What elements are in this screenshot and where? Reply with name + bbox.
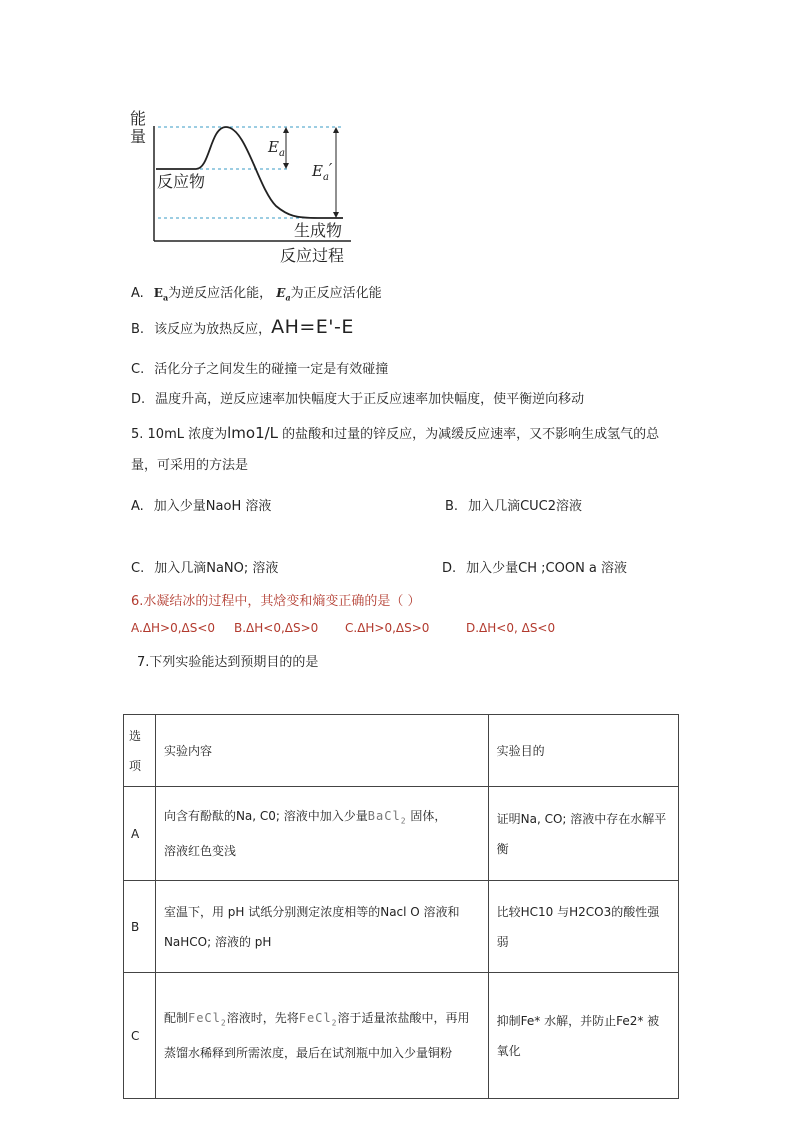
row-label-c: C [124,973,156,1099]
row-b-content: 室温下，用 pH 试纸分别测定浓度相等的Nacl O 溶液和 NaHCO; 溶液的 pH [155,881,488,973]
q5-option-b: B. 加入几滴CUC2溶液 [445,499,583,514]
ea-symbol: $E_a$ [153,286,169,303]
table-row [124,973,679,1099]
experiment-table [123,714,679,1099]
reactant-label: 反应物 [157,172,206,191]
ea-prime-symbol: $E_a$ [276,286,291,303]
q5-stem-line1: 5. 10mL 浓度为lmo1/L 的盐酸和过量的锌反应，为减缓反应速率，又不影响生成氢气的总 [131,424,660,442]
x-axis-label: 反应过程 [280,246,345,265]
row-c-content: 配制FeCl$_2$溶液时，先将FeCl$_2$溶于适量浓盐酸中，再用蒸馏水稀释到所需浓度，最后在试剂瓶中加入少量铜粉 [155,973,488,1099]
q4-option-c: C. 活化分子之间发生的碰撞一定是有效碰撞 [131,362,389,377]
q5-option-c: C. 加入几滴NaNO; 溶液 [131,561,279,576]
q6-option-c: C.ΔH>0,ΔS>0 [345,621,430,635]
bacl2-formula: BaCl$_2$ [367,808,407,826]
energy-profile-diagram [128,108,358,268]
fecl2-formula: FeCl$_2$ [187,1010,227,1028]
ea-label: $E_a$ [268,138,285,159]
header-content-cell: 实验内容 [155,715,488,787]
product-label: 生成物 [294,221,343,240]
fecl2-formula: FeCl$_2$ [298,1010,338,1028]
q7-stem: 7.下列实验能达到预期目的的是 [137,655,319,670]
q6-option-b: B.ΔH<0,ΔS>0 [234,621,319,635]
row-label-b: B [124,881,156,973]
ea-prime-label: $E_a'$ [312,160,333,183]
q4-option-d: D. 温度升高，逆反应速率加快幅度大于正反应速率加快幅度，使平衡逆向移动 [131,392,585,407]
q5-option-d: D. 加入少量CH ;COON a 溶液 [442,561,628,576]
row-label-a: A [124,787,156,881]
table-header-row [124,715,679,787]
table-row [124,881,679,973]
q4-option-a: A. $E_a$为逆反应活化能， $E_a$为正反应活化能 [131,286,382,303]
enthalpy-formula: AH=E'-E [271,316,354,338]
q4-option-b: B. 该反应为放热反应，AH=E'-E [131,316,354,338]
row-a-content: 向含有酚酞的Na, C0; 溶液中加入少量BaCl$_2$ 固体， 溶液红色变浅 [155,787,488,881]
row-a-purpose: 证明Na, CO; 溶液中存在水解平衡 [488,787,678,881]
q6-option-d: D.ΔH<0, ΔS<0 [466,621,556,635]
row-b-purpose: 比较HC10 与H2CO3的酸性强弱 [488,881,678,973]
q5-stem-line2: 量，可采用的方法是 [131,458,249,473]
y-axis-label-1: 能 [130,109,147,128]
q6-option-a: A.ΔH>0,ΔS<0 [131,621,216,635]
header-purpose-cell: 实验目的 [488,715,678,787]
table-row [124,787,679,881]
y-axis-label-2: 量 [130,127,147,146]
row-c-purpose: 抑制Fe* 水解，并防止Fe2* 被氧化 [488,973,678,1099]
header-option-cell: 选 项 [124,715,156,787]
q5-option-a: A. 加入少量NaoH 溶液 [131,499,272,514]
q6-stem: 6.水凝结冰的过程中，其焓变和熵变正确的是（ ） [131,594,421,609]
